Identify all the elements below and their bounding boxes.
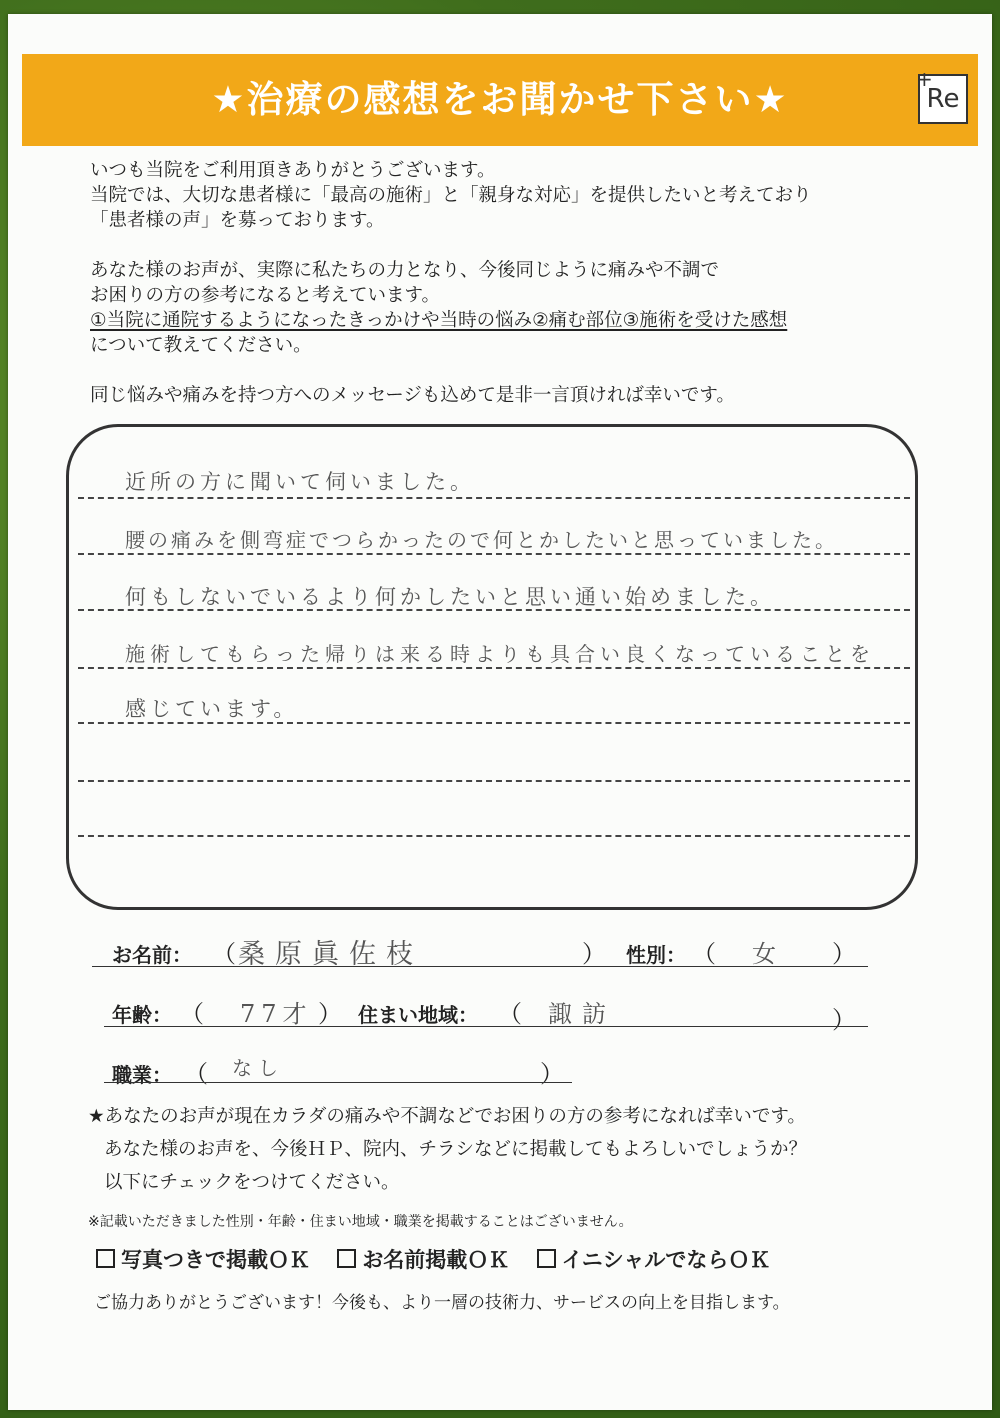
title-banner (22, 54, 978, 146)
age-value[interactable]: 77才 (240, 1000, 313, 1028)
intro-line: いつも当院をご利用頂きありがとうございます。 (90, 160, 496, 181)
checkbox[interactable] (537, 1249, 556, 1268)
intro-message: 同じ悩みや痛みを持つ方へのメッセージも込めて是非一言頂ければ幸いです。 (90, 385, 735, 406)
photo-ok-option[interactable] (96, 1244, 310, 1274)
clinic-logo (916, 67, 968, 124)
intro-line: 「患者様の声」を募っております。 (90, 210, 385, 231)
intro-line: お困りの方の参考になると考えています。 (90, 285, 441, 306)
note-line: あなた様のお声を、今後ＨＰ、院内、チラシなどに掲載してもよろしいでしょうか？ (104, 1139, 808, 1160)
intro-line: 当院では、大切な患者様に「最高の施術」と「親身な対応」を提供したいと考えており (90, 185, 812, 206)
page-title: ★治療の感想をお聞かせ下さい★ (211, 78, 789, 121)
name-ok-label: お名前掲載ＯＫ (362, 1248, 510, 1272)
intro-text (90, 158, 950, 408)
intro-topics: ①当院に通院するようになったきっかけや当時の悩み②痛む部位③施術を受けた感想 (90, 310, 788, 331)
name-ok-option[interactable] (337, 1244, 509, 1274)
gender-paren-open: （ (692, 940, 716, 968)
comment-line (78, 780, 910, 782)
consent-checkboxes (96, 1244, 790, 1274)
comment-handwriting: 何もしないでいるより何かしたいと思い通い始めました。 (125, 585, 775, 609)
age-label: 年齢： (112, 1003, 172, 1027)
comment-handwriting: 施術してもらった帰りは来る時よりも具合い良くなっていることを (125, 642, 875, 666)
area-paren-close: ） (832, 1006, 856, 1034)
initial-ok-option[interactable] (537, 1244, 771, 1274)
note-line: ★あなたのお声が現在カラダの痛みや不調などでお困りの方の参考になれば幸いです。 (88, 1106, 806, 1127)
logo-plus-mark: + (916, 67, 933, 91)
job-value[interactable]: なし (232, 1056, 284, 1080)
comment-handwriting: 感じています。 (125, 697, 299, 721)
age-area-underline (104, 1026, 868, 1027)
area-value[interactable]: 諏訪 (548, 1000, 616, 1028)
logo-text: Re (926, 84, 960, 114)
comment-handwriting: 近所の方に聞いて伺いました。 (125, 470, 475, 494)
comment-line (78, 835, 910, 837)
intro-line: あなた様のお声が、実際に私たちの力となり、今後同じように痛みや不調で (90, 260, 720, 281)
name-paren-close: ） (582, 940, 606, 968)
comment-line (78, 667, 910, 669)
gender-label: 性別： (626, 943, 686, 967)
area-paren-open: （ (498, 1000, 522, 1028)
checkbox[interactable] (337, 1249, 356, 1268)
age-paren-open: （ (180, 1000, 204, 1028)
comment-line (78, 497, 910, 499)
job-paren-open: （ (184, 1060, 208, 1088)
gender-paren-close: ） (832, 940, 856, 968)
gender-value[interactable]: 女 (752, 940, 782, 968)
name-paren-open: （ (212, 940, 236, 968)
job-underline (104, 1082, 572, 1083)
area-label: 住まい地域： (358, 1003, 478, 1027)
consent-notes (88, 1100, 948, 1199)
privacy-note: ※記載いただきました性別・年齢・住まい地域・職業を掲載することはございません。 (88, 1214, 633, 1230)
age-paren-close: ） (318, 1000, 342, 1028)
checkbox[interactable] (96, 1249, 115, 1268)
name-underline (92, 966, 868, 967)
name-value[interactable]: 桑原眞佐枝 (238, 939, 423, 970)
initial-ok-label: イニシャルでならＯＫ (561, 1248, 771, 1272)
comment-handwriting: 腰の痛みを側弯症でつらかったので何とかしたいと思っていました。 (125, 528, 838, 552)
job-label: 職業： (112, 1063, 172, 1087)
thanks-message: ご協力ありがとうございます！今後も、より一層の技術力、サービスの向上を目指します。 (94, 1293, 790, 1313)
photo-ok-label: 写真つきで掲載ＯＫ (121, 1248, 310, 1272)
note-line: 以下にチェックをつけてください。 (104, 1172, 400, 1193)
comment-line (78, 553, 910, 555)
name-label: お名前： (112, 943, 192, 967)
job-paren-close: ） (540, 1060, 564, 1088)
intro-line: について教えてください。 (90, 335, 312, 356)
